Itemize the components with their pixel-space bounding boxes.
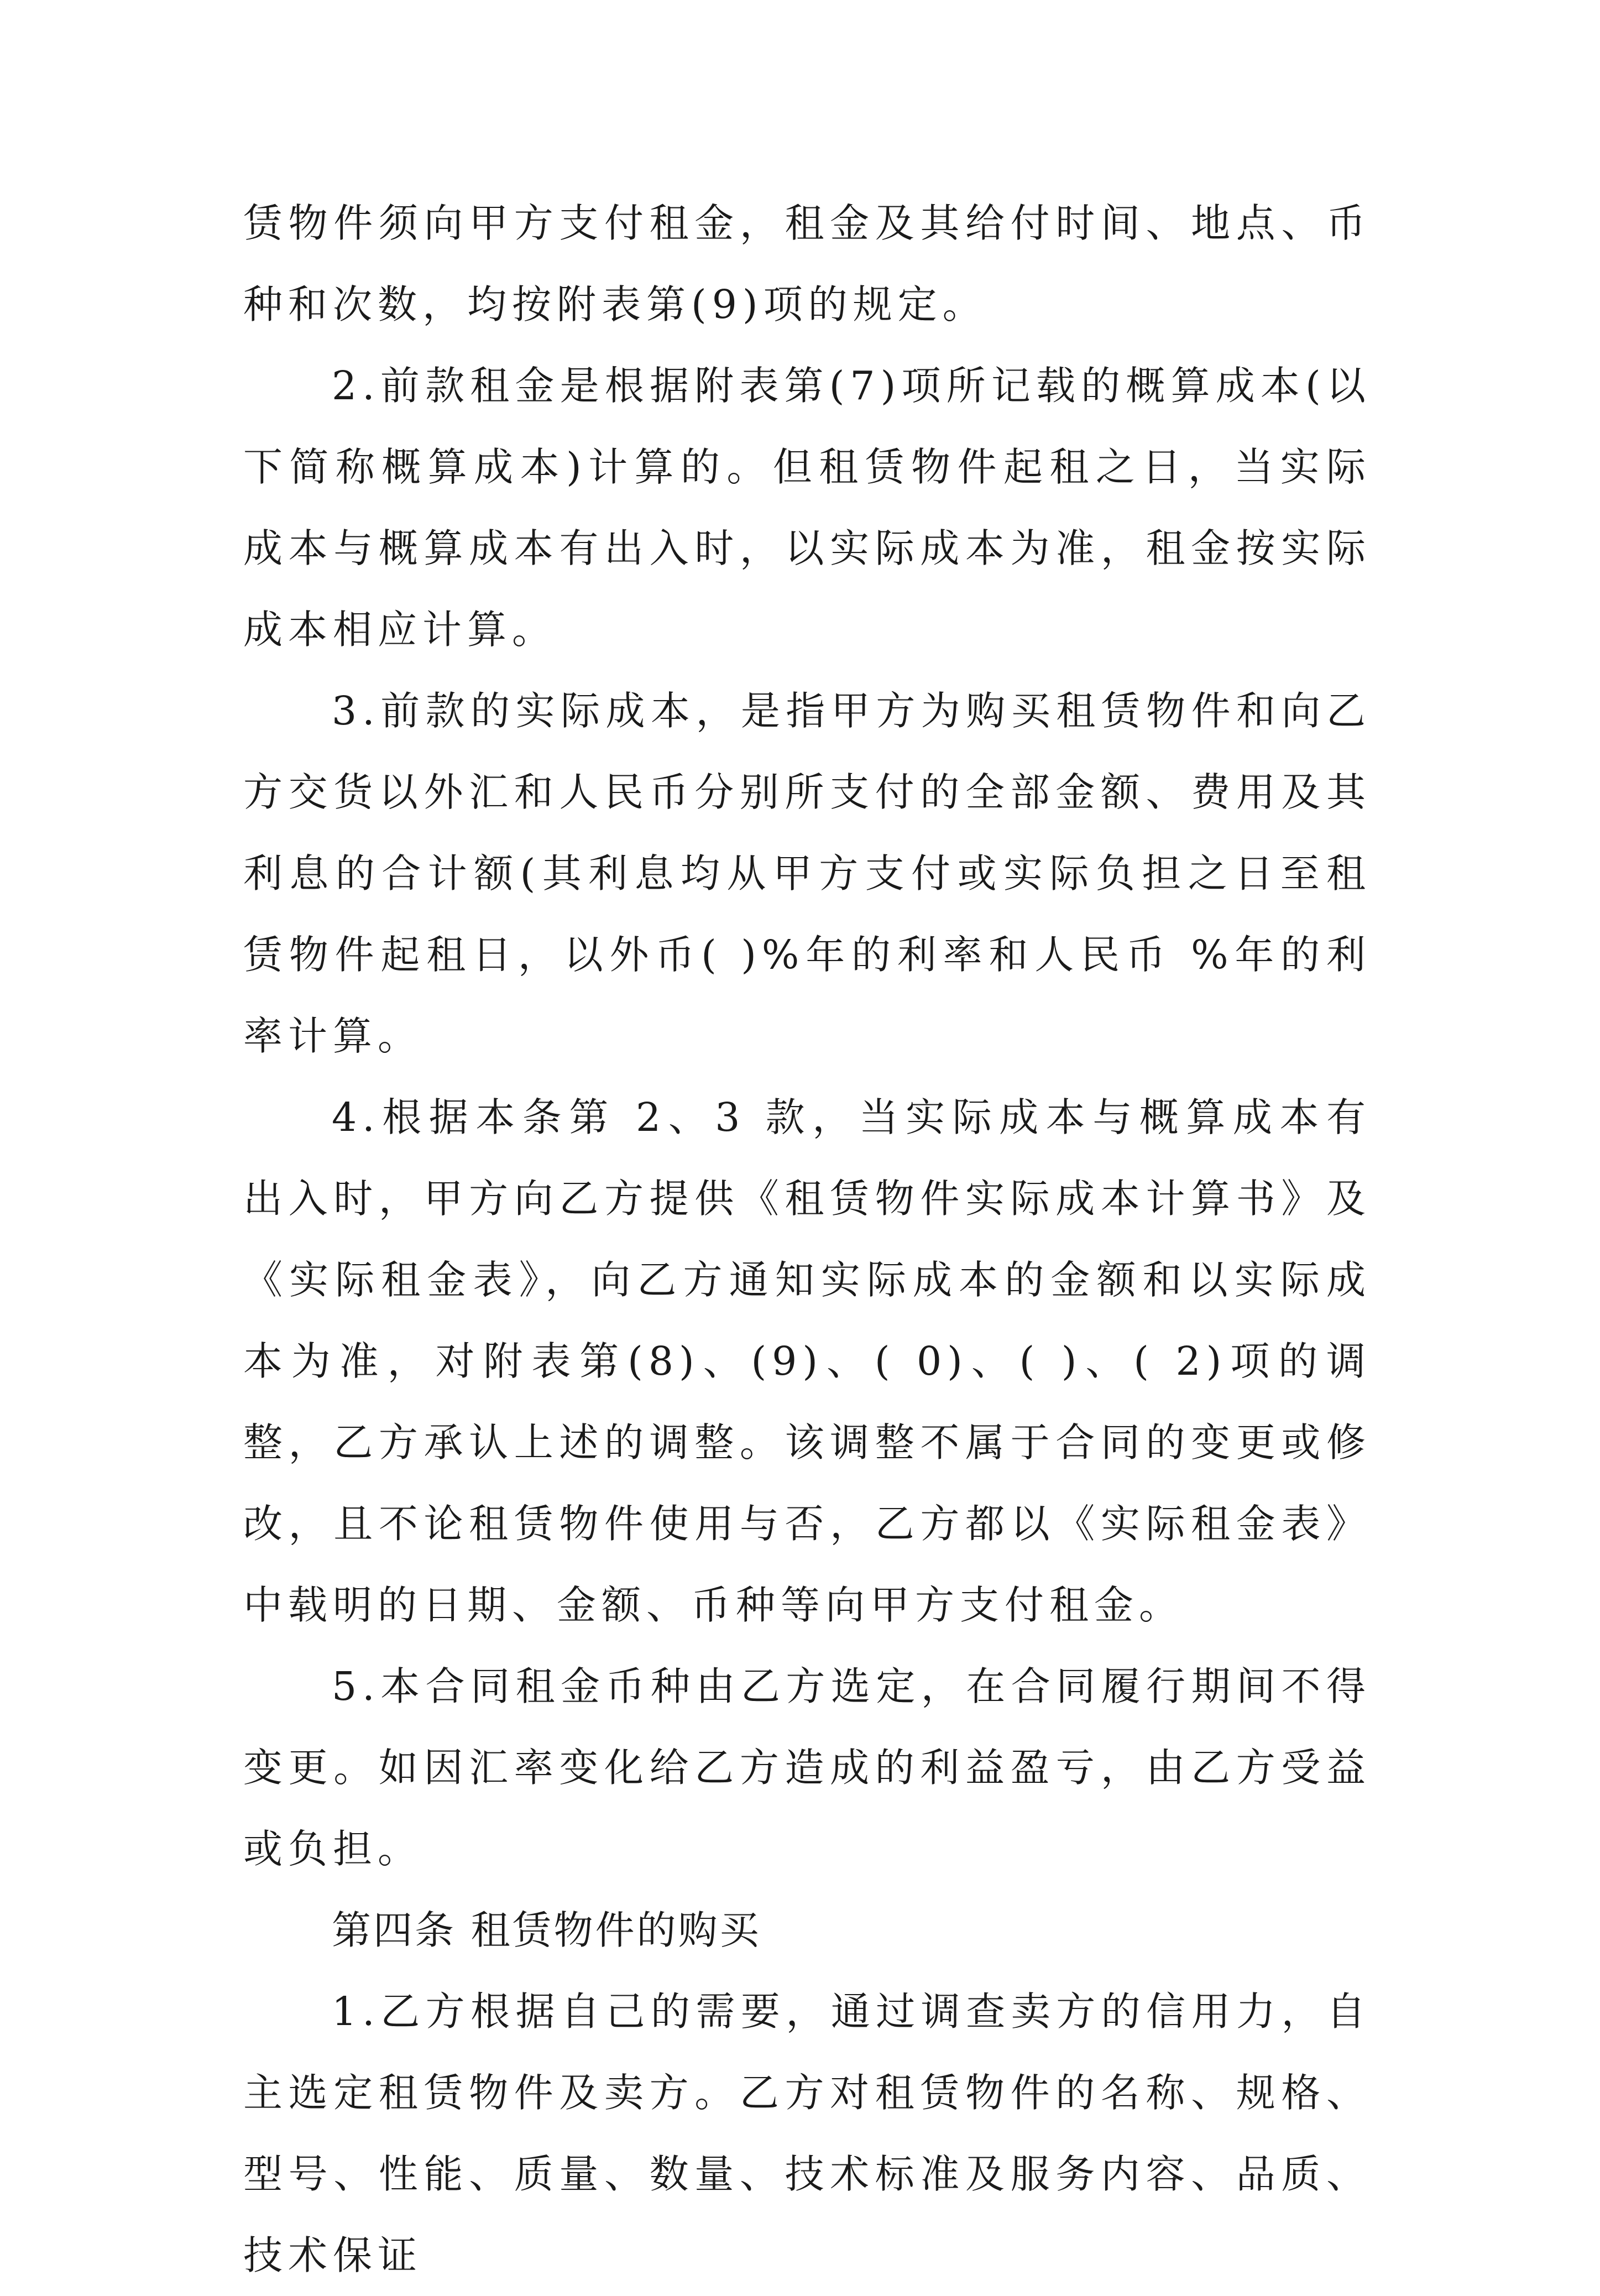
clause-3-paragraph: 3.前款的实际成本，是指甲方为购买租赁物件和向乙方交货以外汇和人民币分别所支付的全部金额、费用及其利息的合计额(其利息均从甲方支付或实际负担之日至租赁物件起租日，以外币( )%年的利率和人民币 %年的利率计算。 (243, 688, 1371, 1059)
paragraph-continuation: 赁物件须向甲方支付租金，租金及其给付时间、地点、币种和次数，均按附表第(9)项的规定。 (243, 200, 1371, 327)
document-body (243, 182, 1371, 2296)
clause-5-paragraph: 5.本合同租金币种由乙方选定，在合同履行期间不得变更。如因汇率变化给乙方造成的利益盈亏，由乙方受益或负担。 (243, 1663, 1371, 1872)
clause-2-paragraph: 2.前款租金是根据附表第(7)项所记载的概算成本(以下简称概算成本)计算的。但租赁物件起租之日，当实际成本与概算成本有出入时，以实际成本为准，租金按实际成本相应计算。 (243, 363, 1371, 653)
clause-4-paragraph: 4.根据本条第 2、3 款，当实际成本与概算成本有出入时，甲方向乙方提供《租赁物件实际成本计算书》及《实际租金表》，向乙方通知实际成本的金额和以实际成本为准，对附表第(8)、(9)、( 0)、( )、( 2)项的调整，乙方承认上述的调整。该调整不属于合同的变更或修改，且不论租赁物件使用与否，乙方都以《实际租金表》中载明的日期、金额、币种等向甲方支付租金。 (243, 1094, 1371, 1628)
article-4-heading: 第四条 租赁物件的购买 (332, 1907, 761, 1953)
article-4-clause-1-paragraph: 1.乙方根据自己的需要，通过调查卖方的信用力，自主选定租赁物件及卖方。乙方对租赁物件的名称、规格、型号、性能、质量、数量、技术标准及服务内容、品质、技术保证 (243, 1989, 1371, 2278)
